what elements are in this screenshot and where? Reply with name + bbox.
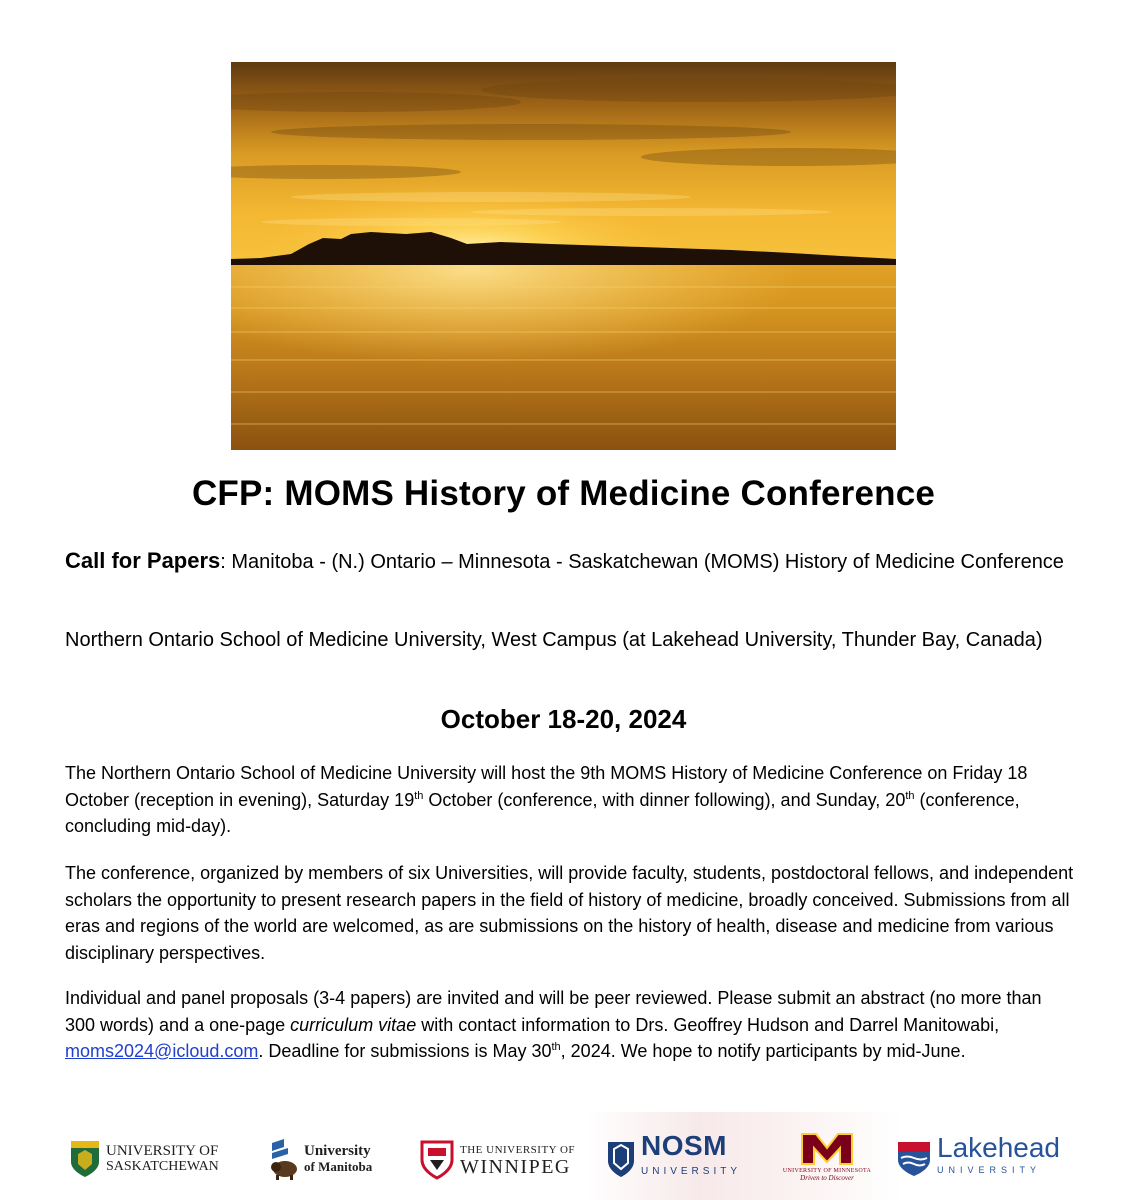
umn-name-1: UNIVERSITY OF MINNESOTA	[782, 1168, 872, 1174]
logo-usask[interactable]	[70, 1132, 219, 1186]
nosm-name-1: NOSM	[641, 1130, 727, 1161]
hosting-text-2: October (conference, with dinner following), and Sunday, 20	[423, 789, 906, 810]
page-title: CFP: MOMS History of Medicine Conference	[191, 474, 936, 513]
uwinnipeg-crest-icon	[420, 1138, 454, 1180]
submission-text-2: with contact information to Drs. Geoffrey Hudson and Darrel Manitowabi,	[416, 1014, 1000, 1035]
logo-uwinnipeg[interactable]	[420, 1132, 575, 1186]
superscript: th	[551, 1041, 561, 1053]
uwinnipeg-name-2: WINNIPEG	[460, 1156, 571, 1178]
nosm-name-2: UNIVERSITY	[641, 1166, 742, 1177]
cfp-paragraph	[65, 546, 1065, 577]
usask-name-2: SASKATCHEWAN	[106, 1159, 219, 1174]
usask-shield-icon	[70, 1140, 100, 1178]
hero-image	[231, 62, 896, 450]
umanitoba-name-1: University	[304, 1143, 371, 1159]
manitoba-bison-icon	[270, 1137, 300, 1181]
umn-name-2: Driven to Discover	[800, 1174, 854, 1182]
cfp-text: : Manitoba - (N.) Ontario – Minnesota - Saskatchewan (MOMS) History of Medicine Conference	[220, 551, 1064, 573]
lakehead-name-2: UNIVERSITY	[937, 1165, 1042, 1175]
hosting-paragraph	[65, 760, 1075, 840]
email-link[interactable]: moms2024@icloud.com	[65, 1041, 259, 1061]
location-paragraph: Northern Ontario School of Medicine University, West Campus (at Lakehead University, Thunder Bay, Canada)	[65, 629, 1043, 651]
hosting-text-1: The Northern Ontario School of Medicine University will host the 9th MOMS History of Medicine Conference on Friday 18 October (reception in evening), Saturday 19	[65, 763, 1028, 810]
curriculum-vitae-text: curriculum vitae	[290, 1014, 417, 1035]
superscript: th	[414, 789, 424, 802]
conference-date: October 18-20, 2024	[440, 704, 687, 734]
cfp-label: Call for Papers	[65, 548, 221, 573]
logo-umn[interactable]	[782, 1132, 872, 1186]
umn-block-m-icon	[800, 1132, 854, 1166]
submission-text-4: , 2024. We hope to notify participants by mid-June.	[560, 1041, 966, 1061]
submission-text-3: . Deadline for submissions is May 30	[258, 1041, 552, 1061]
lakehead-shield-icon	[897, 1140, 931, 1178]
logo-umanitoba[interactable]	[270, 1132, 372, 1186]
submission-text-1: Individual and panel proposals (3-4 papers) are invited and will be peer reviewed. Please submit an abstract (no more than 300 words) and a one-page	[65, 988, 1042, 1035]
description-paragraph: The conference, organized by members of six Universities, will provide faculty, students, postdoctoral fellows, and independent scholars the opportunity to present research papers in the field of history of medicine, broadly conceived. Submissions from all eras and regions of the world are welcomed, as are submissions on the history of health, disease and medicine from various disciplinary perspectives.	[65, 863, 1074, 963]
nosm-shield-icon	[607, 1139, 635, 1179]
university-logos	[0, 1112, 1127, 1200]
logo-nosm[interactable]	[607, 1132, 741, 1186]
sunset-image	[231, 62, 896, 450]
logo-lakehead[interactable]	[897, 1132, 1060, 1186]
superscript: th	[905, 789, 915, 802]
usask-name-1: UNIVERSITY OF	[106, 1143, 219, 1159]
lakehead-name-1: Lakehead	[937, 1132, 1061, 1163]
uwinnipeg-name-1: THE UNIVERSITY OF	[460, 1144, 576, 1156]
umanitoba-name-2: of Manitoba	[304, 1159, 373, 1174]
submission-paragraph	[65, 985, 1075, 1065]
hosting-text-3: (conference, concluding mid-day).	[65, 789, 1020, 836]
